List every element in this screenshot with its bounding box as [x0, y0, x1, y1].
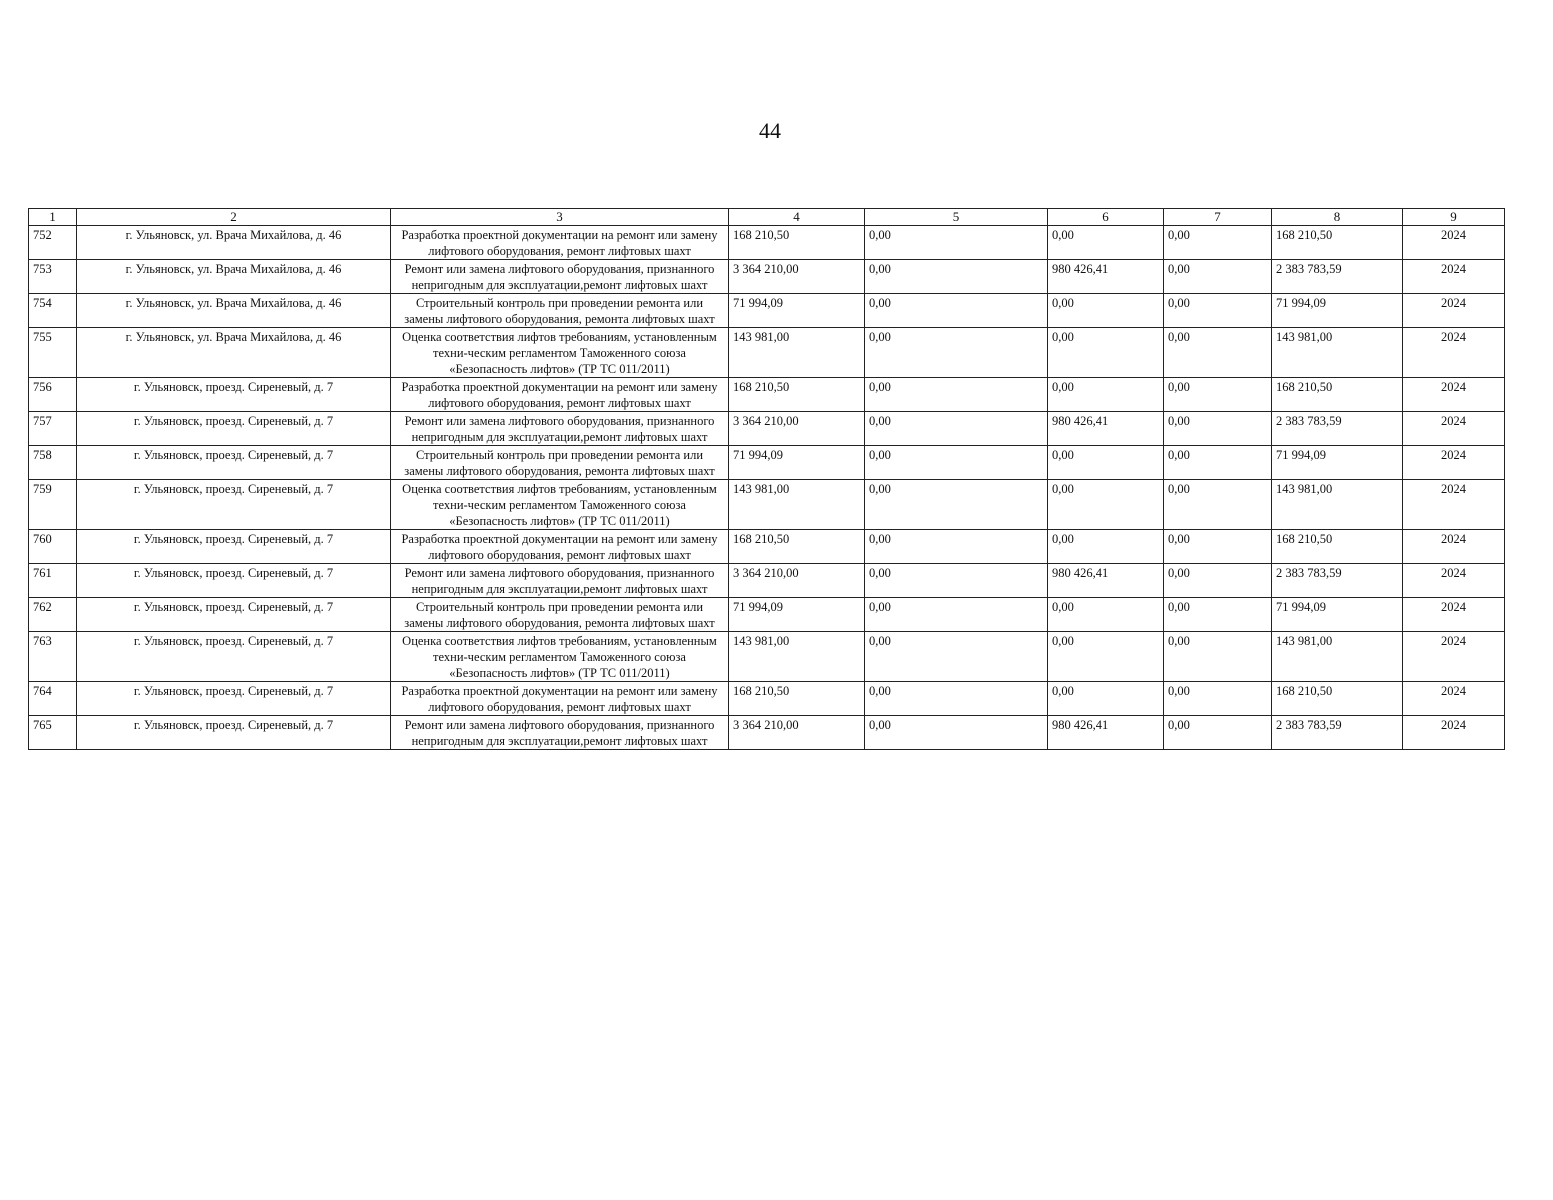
year-cell: 2024 [1403, 260, 1505, 294]
col6-value-cell: 0,00 [1048, 378, 1164, 412]
total-cost-cell: 3 364 210,00 [729, 260, 865, 294]
table-row [29, 598, 1505, 632]
address-cell: г. Ульяновск, проезд. Сиреневый, д. 7 [77, 378, 391, 412]
column-header-5: 5 [865, 209, 1048, 226]
column-header-3: 3 [391, 209, 729, 226]
col5-value-cell: 0,00 [865, 378, 1048, 412]
year-cell: 2024 [1403, 412, 1505, 446]
col7-value-cell: 0,00 [1164, 412, 1272, 446]
year-cell: 2024 [1403, 328, 1505, 378]
table-row [29, 412, 1505, 446]
page-number: 44 [759, 118, 781, 143]
col8-value-cell: 71 994,09 [1272, 598, 1403, 632]
column-header-7: 7 [1164, 209, 1272, 226]
col8-value-cell: 168 210,50 [1272, 530, 1403, 564]
address-cell: г. Ульяновск, проезд. Сиреневый, д. 7 [77, 716, 391, 750]
table-body [29, 226, 1505, 750]
col8-value-cell: 2 383 783,59 [1272, 260, 1403, 294]
row-number-cell: 760 [29, 530, 77, 564]
work-description-cell: Ремонт или замена лифтового оборудования, признанного непригодным для эксплуатации,ремонт лифтовых шахт [391, 260, 729, 294]
table-row [29, 716, 1505, 750]
col8-value-cell: 71 994,09 [1272, 446, 1403, 480]
col6-value-cell: 0,00 [1048, 530, 1164, 564]
col7-value-cell: 0,00 [1164, 632, 1272, 682]
column-header-2: 2 [77, 209, 391, 226]
work-description-cell: Ремонт или замена лифтового оборудования, признанного непригодным для эксплуатации,ремонт лифтовых шахт [391, 412, 729, 446]
address-cell: г. Ульяновск, ул. Врача Михайлова, д. 46 [77, 260, 391, 294]
col7-value-cell: 0,00 [1164, 598, 1272, 632]
year-cell: 2024 [1403, 480, 1505, 530]
table-header [29, 209, 1505, 226]
address-cell: г. Ульяновск, проезд. Сиреневый, д. 7 [77, 682, 391, 716]
col8-value-cell: 168 210,50 [1272, 682, 1403, 716]
work-description-cell: Оценка соответствия лифтов требованиям, установленным техни-ческим регламентом Таможенного союза «Безопасность лифтов» (ТР ТС 011/2011) [391, 328, 729, 378]
row-number-cell: 754 [29, 294, 77, 328]
address-cell: г. Ульяновск, проезд. Сиреневый, д. 7 [77, 530, 391, 564]
table-row [29, 632, 1505, 682]
total-cost-cell: 3 364 210,00 [729, 412, 865, 446]
work-description-cell: Разработка проектной документации на ремонт или замену лифтового оборудования, ремонт лифтовых шахт [391, 682, 729, 716]
year-cell: 2024 [1403, 294, 1505, 328]
work-description-cell: Разработка проектной документации на ремонт или замену лифтового оборудования, ремонт лифтовых шахт [391, 226, 729, 260]
total-cost-cell: 168 210,50 [729, 530, 865, 564]
col5-value-cell: 0,00 [865, 260, 1048, 294]
col5-value-cell: 0,00 [865, 598, 1048, 632]
col7-value-cell: 0,00 [1164, 378, 1272, 412]
table-row [29, 328, 1505, 378]
table-row [29, 260, 1505, 294]
row-number-cell: 755 [29, 328, 77, 378]
work-description-cell: Ремонт или замена лифтового оборудования, признанного непригодным для эксплуатации,ремонт лифтовых шахт [391, 716, 729, 750]
column-header-4: 4 [729, 209, 865, 226]
address-cell: г. Ульяновск, проезд. Сиреневый, д. 7 [77, 598, 391, 632]
col6-value-cell: 0,00 [1048, 446, 1164, 480]
col5-value-cell: 0,00 [865, 412, 1048, 446]
col7-value-cell: 0,00 [1164, 446, 1272, 480]
address-cell: г. Ульяновск, ул. Врача Михайлова, д. 46 [77, 294, 391, 328]
col7-value-cell: 0,00 [1164, 716, 1272, 750]
col8-value-cell: 143 981,00 [1272, 480, 1403, 530]
col6-value-cell: 0,00 [1048, 632, 1164, 682]
col7-value-cell: 0,00 [1164, 530, 1272, 564]
col8-value-cell: 168 210,50 [1272, 378, 1403, 412]
row-number-cell: 758 [29, 446, 77, 480]
work-description-cell: Строительный контроль при проведении ремонта или замены лифтового оборудования, ремонта лифтовых шахт [391, 446, 729, 480]
table-row [29, 226, 1505, 260]
total-cost-cell: 3 364 210,00 [729, 564, 865, 598]
work-description-cell: Оценка соответствия лифтов требованиям, установленным техни-ческим регламентом Таможенного союза «Безопасность лифтов» (ТР ТС 011/2011) [391, 480, 729, 530]
col5-value-cell: 0,00 [865, 294, 1048, 328]
work-description-cell: Оценка соответствия лифтов требованиям, установленным техни-ческим регламентом Таможенного союза «Безопасность лифтов» (ТР ТС 011/2011) [391, 632, 729, 682]
row-number-cell: 757 [29, 412, 77, 446]
col5-value-cell: 0,00 [865, 564, 1048, 598]
col6-value-cell: 0,00 [1048, 328, 1164, 378]
col5-value-cell: 0,00 [865, 328, 1048, 378]
col5-value-cell: 0,00 [865, 682, 1048, 716]
work-description-cell: Разработка проектной документации на ремонт или замену лифтового оборудования, ремонт лифтовых шахт [391, 378, 729, 412]
work-description-cell: Ремонт или замена лифтового оборудования, признанного непригодным для эксплуатации,ремонт лифтовых шахт [391, 564, 729, 598]
work-description-cell: Строительный контроль при проведении ремонта или замены лифтового оборудования, ремонта лифтовых шахт [391, 598, 729, 632]
table-row [29, 446, 1505, 480]
total-cost-cell: 71 994,09 [729, 294, 865, 328]
total-cost-cell: 71 994,09 [729, 446, 865, 480]
col8-value-cell: 2 383 783,59 [1272, 412, 1403, 446]
col8-value-cell: 2 383 783,59 [1272, 716, 1403, 750]
column-header-9: 9 [1403, 209, 1505, 226]
col5-value-cell: 0,00 [865, 632, 1048, 682]
column-header-6: 6 [1048, 209, 1164, 226]
row-number-cell: 763 [29, 632, 77, 682]
table-row [29, 378, 1505, 412]
address-cell: г. Ульяновск, ул. Врача Михайлова, д. 46 [77, 226, 391, 260]
header-row [29, 209, 1505, 226]
col5-value-cell: 0,00 [865, 716, 1048, 750]
col7-value-cell: 0,00 [1164, 480, 1272, 530]
col5-value-cell: 0,00 [865, 530, 1048, 564]
col6-value-cell: 980 426,41 [1048, 260, 1164, 294]
column-header-1: 1 [29, 209, 77, 226]
col6-value-cell: 980 426,41 [1048, 716, 1164, 750]
year-cell: 2024 [1403, 598, 1505, 632]
col8-value-cell: 2 383 783,59 [1272, 564, 1403, 598]
row-number-cell: 761 [29, 564, 77, 598]
total-cost-cell: 168 210,50 [729, 226, 865, 260]
col6-value-cell: 980 426,41 [1048, 412, 1164, 446]
col8-value-cell: 143 981,00 [1272, 632, 1403, 682]
col7-value-cell: 0,00 [1164, 682, 1272, 716]
col7-value-cell: 0,00 [1164, 564, 1272, 598]
col7-value-cell: 0,00 [1164, 226, 1272, 260]
year-cell: 2024 [1403, 564, 1505, 598]
col8-value-cell: 143 981,00 [1272, 328, 1403, 378]
col5-value-cell: 0,00 [865, 446, 1048, 480]
col6-value-cell: 0,00 [1048, 294, 1164, 328]
col5-value-cell: 0,00 [865, 480, 1048, 530]
year-cell: 2024 [1403, 226, 1505, 260]
table-row [29, 530, 1505, 564]
col5-value-cell: 0,00 [865, 226, 1048, 260]
year-cell: 2024 [1403, 530, 1505, 564]
row-number-cell: 752 [29, 226, 77, 260]
works-table [28, 208, 1505, 750]
table-row [29, 294, 1505, 328]
address-cell: г. Ульяновск, проезд. Сиреневый, д. 7 [77, 632, 391, 682]
year-cell: 2024 [1403, 716, 1505, 750]
total-cost-cell: 143 981,00 [729, 632, 865, 682]
address-cell: г. Ульяновск, проезд. Сиреневый, д. 7 [77, 412, 391, 446]
year-cell: 2024 [1403, 446, 1505, 480]
col6-value-cell: 0,00 [1048, 598, 1164, 632]
table-row [29, 480, 1505, 530]
total-cost-cell: 71 994,09 [729, 598, 865, 632]
year-cell: 2024 [1403, 682, 1505, 716]
row-number-cell: 756 [29, 378, 77, 412]
col6-value-cell: 0,00 [1048, 682, 1164, 716]
total-cost-cell: 143 981,00 [729, 328, 865, 378]
table-row [29, 564, 1505, 598]
col7-value-cell: 0,00 [1164, 328, 1272, 378]
address-cell: г. Ульяновск, проезд. Сиреневый, д. 7 [77, 446, 391, 480]
col8-value-cell: 168 210,50 [1272, 226, 1403, 260]
address-cell: г. Ульяновск, проезд. Сиреневый, д. 7 [77, 480, 391, 530]
row-number-cell: 753 [29, 260, 77, 294]
year-cell: 2024 [1403, 632, 1505, 682]
col6-value-cell: 980 426,41 [1048, 564, 1164, 598]
col7-value-cell: 0,00 [1164, 260, 1272, 294]
total-cost-cell: 168 210,50 [729, 378, 865, 412]
table-row [29, 682, 1505, 716]
total-cost-cell: 3 364 210,00 [729, 716, 865, 750]
year-cell: 2024 [1403, 378, 1505, 412]
total-cost-cell: 143 981,00 [729, 480, 865, 530]
col8-value-cell: 71 994,09 [1272, 294, 1403, 328]
column-header-8: 8 [1272, 209, 1403, 226]
total-cost-cell: 168 210,50 [729, 682, 865, 716]
address-cell: г. Ульяновск, проезд. Сиреневый, д. 7 [77, 564, 391, 598]
row-number-cell: 762 [29, 598, 77, 632]
row-number-cell: 764 [29, 682, 77, 716]
address-cell: г. Ульяновск, ул. Врача Михайлова, д. 46 [77, 328, 391, 378]
col6-value-cell: 0,00 [1048, 226, 1164, 260]
row-number-cell: 765 [29, 716, 77, 750]
col7-value-cell: 0,00 [1164, 294, 1272, 328]
row-number-cell: 759 [29, 480, 77, 530]
work-description-cell: Разработка проектной документации на ремонт или замену лифтового оборудования, ремонт лифтовых шахт [391, 530, 729, 564]
col6-value-cell: 0,00 [1048, 480, 1164, 530]
work-description-cell: Строительный контроль при проведении ремонта или замены лифтового оборудования, ремонта лифтовых шахт [391, 294, 729, 328]
